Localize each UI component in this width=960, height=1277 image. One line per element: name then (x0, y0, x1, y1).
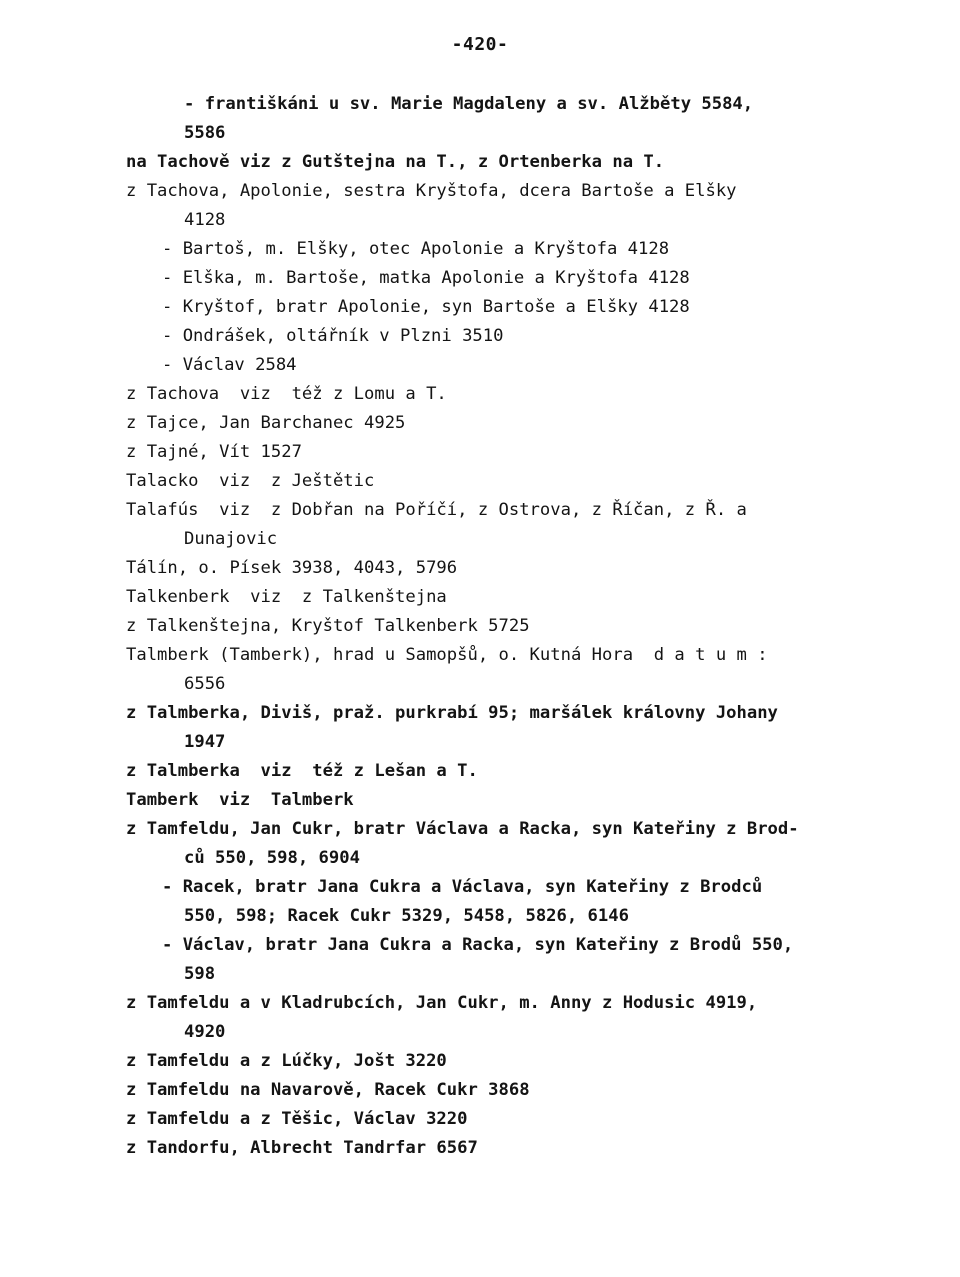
index-entry (126, 1134, 906, 1163)
index-entry (126, 467, 906, 496)
index-entry (126, 235, 906, 264)
index-entry-continuation: 1947 (184, 732, 226, 752)
index-entry (126, 612, 906, 641)
index-entry (126, 641, 906, 699)
index-entry-line: z Tamfeldu a v Kladrubcích, Jan Cukr, m. Anny z Hodusic 4919, (126, 993, 758, 1013)
index-entry-line: z Talkenštejna, Kryštof Talkenberk 5725 (126, 616, 530, 636)
index-entry (126, 322, 906, 351)
index-entry (126, 699, 906, 757)
index-entry-line: Tamberk viz Talmberk (126, 790, 354, 810)
index-entry-line: - Elška, m. Bartoše, matka Apolonie a Kryštofa 4128 (162, 268, 690, 288)
index-entry-line: z Tajné, Vít 1527 (126, 442, 302, 462)
index-entry-line: z Talmberka viz též z Lešan a T. (126, 761, 478, 781)
index-entry-continuation: ců 550, 598, 6904 (184, 848, 360, 868)
index-entry-continuation: 4128 (184, 210, 226, 230)
index-entry-line: - Racek, bratr Jana Cukra a Václava, syn Kateřiny z Brodců (162, 877, 763, 897)
index-entry-line: z Talmberka, Diviš, praž. purkrabí 95; maršálek královny Johany (126, 703, 778, 723)
index-entry-line: z Tandorfu, Albrecht Tandrfar 6567 (126, 1138, 478, 1158)
index-entry (126, 264, 906, 293)
index-entry (126, 438, 906, 467)
index-entry (126, 931, 906, 989)
page-number: -420- (451, 34, 509, 55)
index-entry-line: z Tamfeldu, Jan Cukr, bratr Václava a Racka, syn Kateřiny z Brod- (126, 819, 799, 839)
index-entry (126, 496, 906, 554)
index-entry (126, 757, 906, 786)
index-entry (126, 989, 906, 1047)
index-entry-line: - Ondrášek, oltářník v Plzni 3510 (162, 326, 504, 346)
index-entry-line: z Tamfeldu na Navarově, Racek Cukr 3868 (126, 1080, 530, 1100)
index-entry (126, 409, 906, 438)
index-entry-line: - Bartoš, m. Elšky, otec Apolonie a Kryštofa 4128 (162, 239, 670, 259)
index-entry-line: Talkenberk viz z Talkenštejna (126, 587, 447, 607)
index-entry-continuation: 550, 598; Racek Cukr 5329, 5458, 5826, 6146 (184, 906, 629, 926)
index-entry-line: z Tachova viz též z Lomu a T. (126, 384, 447, 404)
index-entry (126, 786, 906, 815)
index-entry-continuation: 6556 (184, 674, 226, 694)
index-entry-continuation: 598 (184, 964, 216, 984)
index-entry-line: z Tachova, Apolonie, sestra Kryštofa, dcera Bartoše a Elšky (126, 181, 737, 201)
index-entry (126, 351, 906, 380)
index-entry-line: z Tamfeldu a z Těšic, Václav 3220 (126, 1109, 468, 1129)
index-entry-line: - Václav, bratr Jana Cukra a Racka, syn Kateřiny z Brodů 550, (162, 935, 794, 955)
index-entry-line: na Tachově viz z Gutštejna na T., z Ortenberka na T. (126, 152, 665, 172)
index-entry-line: z Tajce, Jan Barchanec 4925 (126, 413, 406, 433)
index-entry-list (126, 90, 906, 1163)
index-entry (126, 554, 906, 583)
index-entry (126, 177, 906, 235)
index-entry (126, 293, 906, 322)
index-entry-line: - Kryštof, bratr Apolonie, syn Bartoše a Elšky 4128 (162, 297, 690, 317)
index-entry-line: Tálín, o. Písek 3938, 4043, 5796 (126, 558, 458, 578)
index-entry (126, 1105, 906, 1134)
index-entry (126, 1076, 906, 1105)
index-entry (126, 815, 906, 873)
index-entry (126, 148, 906, 177)
index-entry-continuation: 4920 (184, 1022, 226, 1042)
index-entry (126, 583, 906, 612)
index-entry-line: Talafús viz z Dobřan na Poříčí, z Ostrova, z Říčan, z Ř. a (126, 500, 747, 520)
index-entry (126, 380, 906, 409)
index-entry-line: - františkáni u sv. Marie Magdaleny a sv. Alžběty 5584, (184, 94, 754, 114)
index-entry (126, 1047, 906, 1076)
index-entry (126, 90, 906, 148)
index-entry-line: z Tamfeldu a z Lúčky, Jošt 3220 (126, 1051, 447, 1071)
index-entry-continuation: 5586 (184, 123, 226, 143)
index-entry-line: Talacko viz z Ještětic (126, 471, 375, 491)
index-entry-line: - Václav 2584 (162, 355, 297, 375)
index-entry-line: Talmberk (Tamberk), hrad u Samopšů, o. Kutná Hora d a t u m : (126, 645, 768, 665)
index-entry-continuation: Dunajovic (184, 529, 278, 549)
index-entry (126, 873, 906, 931)
